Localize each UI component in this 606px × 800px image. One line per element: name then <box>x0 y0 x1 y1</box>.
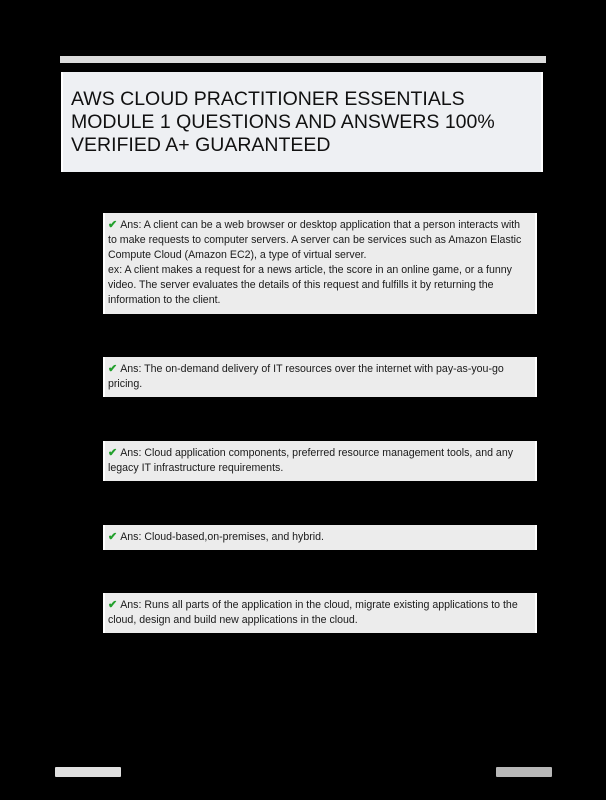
answer-line <box>108 218 529 263</box>
header-rule <box>60 56 546 63</box>
answer-text: Ans: The on-demand delivery of IT resources over the internet with pay-as-you-go pricing. <box>108 363 504 390</box>
checkmark-icon: ✔ <box>108 531 118 543</box>
answer-box-2 <box>103 357 537 397</box>
answer-line <box>108 530 529 545</box>
answer-box-4 <box>103 525 537 550</box>
answer-text: Ans: A client can be a web browser or desktop application that a person interacts with to make requests to computer servers. A server can be services such as Amazon Elastic Compute Cloud (Amazon EC2), a type of virtual server. <box>108 219 522 261</box>
footer-page-number-redacted <box>496 767 552 777</box>
answer-line <box>108 446 529 476</box>
answer-text: Ans: Cloud-based,on-premises, and hybrid. <box>120 531 324 543</box>
answer-line <box>108 362 529 392</box>
checkmark-icon: ✔ <box>108 447 118 459</box>
checkmark-icon: ✔ <box>108 219 118 231</box>
answer-box-5 <box>103 593 537 633</box>
checkmark-icon: ✔ <box>108 363 118 375</box>
answer-text: Ans: Cloud application components, preferred resource management tools, and any legacy IT infrastructure requirements. <box>108 447 514 474</box>
answer-line <box>108 598 529 628</box>
title-box <box>61 72 543 172</box>
answer-box-1 <box>103 213 537 314</box>
checkmark-icon: ✔ <box>108 599 118 611</box>
answer-line: ex: A client makes a request for a news article, the score in an online game, or a funny video. The server evaluates the details of this request and fulfills it by returning the information to the client. <box>108 264 512 306</box>
footer-site-label-redacted <box>55 767 121 777</box>
document-title: AWS CLOUD PRACTITIONER ESSENTIALS MODULE 1 QUESTIONS AND ANSWERS 100% VERIFIED A+ GUARANTEED <box>71 88 495 156</box>
answer-text: Ans: Runs all parts of the application in the cloud, migrate existing applications to the cloud, design and build new applications in the cloud. <box>108 599 518 626</box>
answer-box-3 <box>103 441 537 481</box>
